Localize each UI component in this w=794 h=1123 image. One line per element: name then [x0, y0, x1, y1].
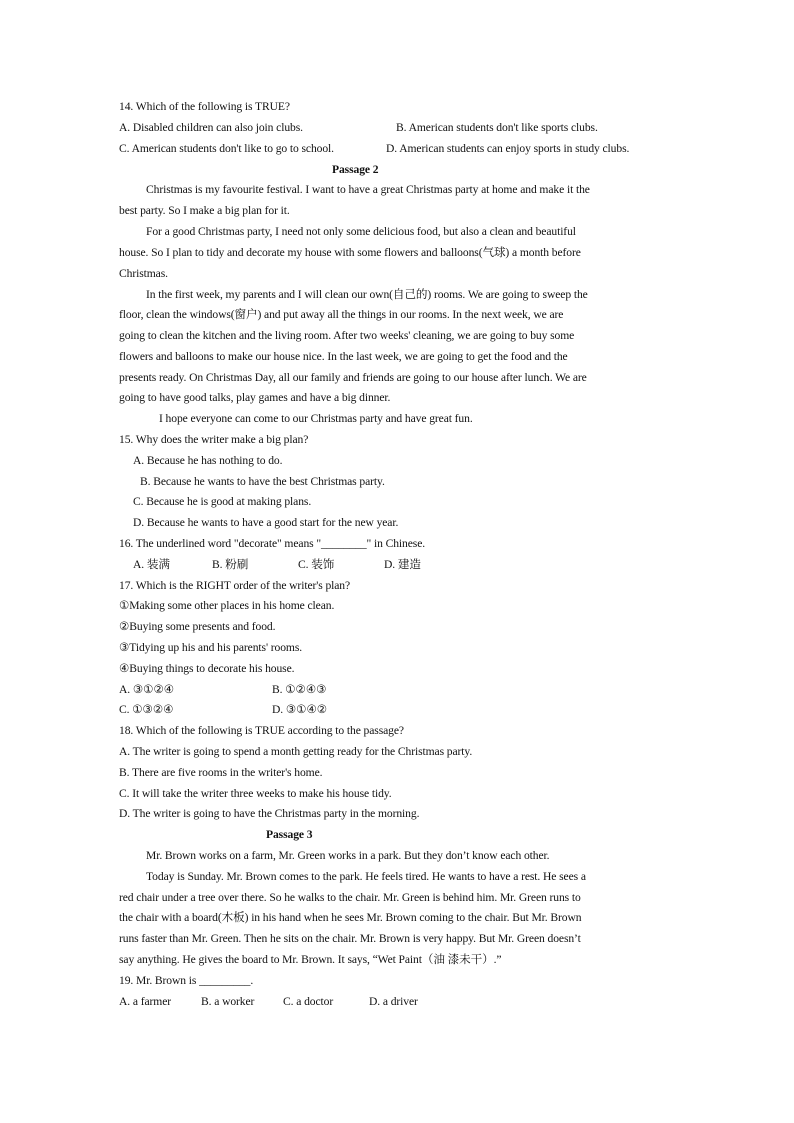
q15-option-c: C. Because he is good at making plans.	[133, 495, 312, 508]
q18-option-b: B. There are five rooms in the writer's home.	[119, 766, 323, 779]
passage-2-title: Passage 2	[332, 163, 379, 176]
q18-option-a: A. The writer is going to spend a month getting ready for the Christmas party.	[119, 745, 473, 758]
q14-option-d: D. American students can enjoy sports in study clubs.	[386, 142, 630, 155]
passage-2-line: flowers and balloons to make our house nice. In the last week, we are going to get the food and the	[119, 350, 568, 363]
q19-option-d: D. a driver	[369, 995, 418, 1008]
q17-item: ②Buying some presents and food.	[119, 620, 276, 633]
q18-option-c: C. It will take the writer three weeks to make his house tidy.	[119, 787, 392, 800]
passage-2-line: Christmas.	[119, 267, 168, 280]
q16-option-b: B. 粉刷	[212, 558, 249, 571]
q14-question: 14. Which of the following is TRUE?	[119, 100, 290, 113]
passage-2-line: best party. So I make a big plan for it.	[119, 204, 290, 217]
q18-question: 18. Which of the following is TRUE according to the passage?	[119, 724, 404, 737]
passage-2-line: house. So I plan to tidy and decorate my house with some flowers and balloons(气球) a month before	[119, 246, 581, 259]
passage-2-line: I hope everyone can come to our Christmas party and have great fun.	[159, 412, 473, 425]
passage-2-line: Christmas is my favourite festival. I want to have a great Christmas party at home and make it the	[146, 183, 590, 196]
q16-option-a: A. 装满	[133, 558, 170, 571]
passage-3-line: runs faster than Mr. Green. Then he sits on the chair. Mr. Brown is very happy. But Mr. Green doesn’t	[119, 932, 581, 945]
q19-question: 19. Mr. Brown is _________.	[119, 974, 254, 987]
q19-option-a: A. a farmer	[119, 995, 172, 1008]
passage-2-line: presents ready. On Christmas Day, all our family and friends are going to our house after lunch. We are	[119, 371, 587, 384]
passage-2-line: going to clean the kitchen and the living room. After two weeks' cleaning, we are going to buy some	[119, 329, 575, 342]
q17-option-c: C. ①③②④	[119, 703, 174, 716]
q17-option-b: B. ①②④③	[272, 683, 327, 696]
q17-option-a: A. ③①②④	[119, 683, 175, 696]
passage-3-line: say anything. He gives the board to Mr. Brown. It says, “Wet Paint（油 漆未干）.”	[119, 953, 502, 966]
q14-option-b: B. American students don't like sports clubs.	[396, 121, 598, 134]
passage-2-line: going to have good talks, play games and have a big dinner.	[119, 391, 391, 404]
q16-question: 16. The underlined word "decorate" means "________" in Chinese.	[119, 537, 426, 550]
passage-2-line: floor, clean the windows(窗户) and put away all the things in our rooms. In the next week, we are	[119, 308, 564, 321]
q14-option-c: C. American students don't like to go to school.	[119, 142, 334, 155]
q15-question: 15. Why does the writer make a big plan?	[119, 433, 309, 446]
passage-3-line: Today is Sunday. Mr. Brown comes to the park. He feels tired. He wants to have a rest. He sees a	[146, 870, 586, 883]
passage-3-line: Mr. Brown works on a farm, Mr. Green works in a park. But they don’t know each other.	[146, 849, 550, 862]
q19-option-c: C. a doctor	[283, 995, 334, 1008]
passage-2-line: For a good Christmas party, I need not only some delicious food, but also a clean and beautiful	[146, 225, 576, 238]
q18-option-d: D. The writer is going to have the Christmas party in the morning.	[119, 807, 420, 820]
q14-option-a: A. Disabled children can also join clubs.	[119, 121, 303, 134]
q17-question: 17. Which is the RIGHT order of the writer's plan?	[119, 579, 351, 592]
q15-option-b: B. Because he wants to have the best Christmas party.	[140, 475, 385, 488]
q17-item: ①Making some other places in his home clean.	[119, 599, 335, 612]
passage-3-line: the chair with a board(木板) in his hand when he sees Mr. Brown coming to the chair. But Mr. Brown	[119, 911, 582, 924]
q16-option-d: D. 建造	[384, 558, 421, 571]
q17-item: ③Tidying up his and his parents' rooms.	[119, 641, 303, 654]
q15-option-a: A. Because he has nothing to do.	[133, 454, 283, 467]
q19-option-b: B. a worker	[201, 995, 255, 1008]
q17-item: ④Buying things to decorate his house.	[119, 662, 295, 675]
q17-option-d: D. ③①④②	[272, 703, 328, 716]
passage-3-line: red chair under a tree over there. So he walks to the chair. Mr. Green is behind him. Mr. Green runs to	[119, 891, 581, 904]
q15-option-d: D. Because he wants to have a good start for the new year.	[133, 516, 399, 529]
passage-2-line: In the first week, my parents and I will clean our own(自己的) rooms. We are going to sweep the	[146, 288, 588, 301]
q16-option-c: C. 装饰	[298, 558, 335, 571]
passage-3-title: Passage 3	[266, 828, 313, 841]
